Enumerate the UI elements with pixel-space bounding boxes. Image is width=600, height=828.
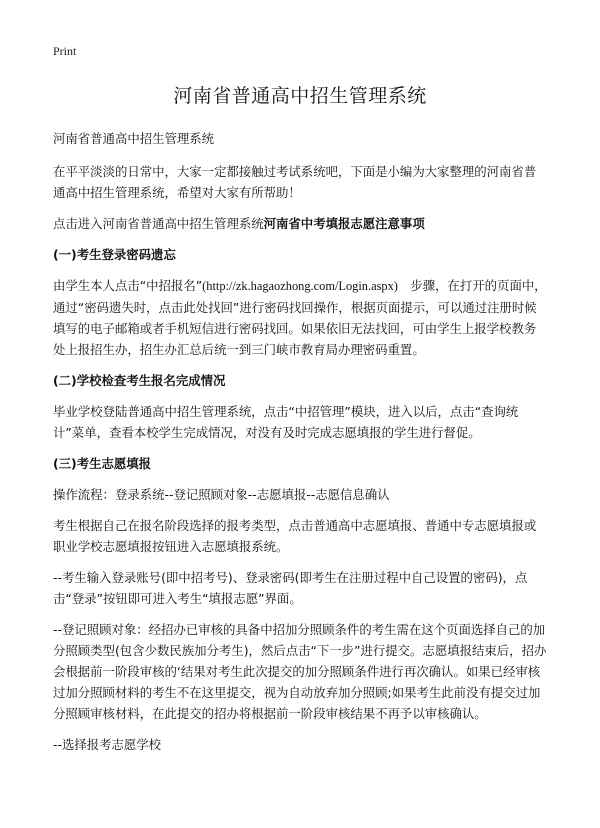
notice-link[interactable]: 河南省中考填报志愿注意事项 — [263, 216, 425, 231]
section2-paragraph: 毕业学校登陆普通高中招生管理系统，点击“中招管理”模块，进入以后，点击“查询统计”菜单，查看本校学生完成情况，对没有及时完成志愿填报的学生进行督促。 — [53, 404, 519, 440]
subtitle: 河南省普通高中招生管理系统 — [53, 131, 215, 146]
page-title: 河南省普通高中招生管理系统 — [173, 85, 427, 107]
link-line — [53, 213, 547, 234]
section1-para-pre: 由学生本人点击“中招报名” — [53, 278, 203, 293]
login-url: (http://zk.hagaozhong.com/Login.aspx) — [202, 279, 398, 293]
section3-heading: (三)考生志愿填报 — [53, 456, 152, 471]
section2-heading: (二)学校检查考生报名完成情况 — [53, 373, 226, 388]
section3-paragraph-4: --选择报考志愿学校 — [53, 737, 162, 752]
section3-paragraph-2: --考生输入登录账号(即中招考号)、登录密码(即考生在注册过程中自己设置的密码)，点击“登录”按钮即可进入考生“填报志愿”界面。 — [53, 570, 528, 606]
section3-paragraph-3: --登记照顾对象：经招办已审核的具备中招加分照顾条件的考生需在这个页面选择自己的加分照顾类型(包含少数民族加分考生)，然后点击“下一步”进行提交。志愿填报结束后，招办会根据前一阶段审核的‘结果对考生此次提交的加分照顾条件进行再次确认。如果已经审核过加分照顾材料的考生不在这里提交，视为自动放弃加分照顾;如果考生此前没有提交过加分照顾审核材料，在此提交的招办将根据前一阶段审核结果不再予以审核确认。 — [53, 622, 547, 721]
section1-paragraph — [53, 275, 547, 360]
section1-para-post: 步骤，在打开的页面中，通过“密码遗失时，点击此处找回”进行密码找回操作，根据页面提示，可以通过注册时候填写的电子邮箱或者手机短信进行密码找回。如果依旧无法找回，可由学生上报学校教务处上报招生办，招生办汇总后统一到三门峡市教育局办理密码重置。 — [53, 278, 547, 357]
intro-paragraph: 在平平淡淡的日常中，大家一定都接触过考试系统吧，下面是小编为大家整理的河南省普通高中招生管理系统，希望对大家有所帮助！ — [53, 164, 537, 200]
print-link[interactable]: Print — [53, 44, 77, 58]
section3-flow: 操作流程：登录系统--登记照顾对象--志愿填报--志愿信息确认 — [53, 487, 390, 502]
section1-heading: (一)考生登录密码遗忘 — [53, 247, 176, 262]
section3-paragraph-1: 考生根据自己在报名阶段选择的报考类型，点击普通高中志愿填报、普通中专志愿填报或职业学校志愿填报按钮进入志愿填报系统。 — [53, 518, 537, 554]
link-line-prefix: 点击进入河南省普通高中招生管理系统 — [53, 216, 264, 231]
